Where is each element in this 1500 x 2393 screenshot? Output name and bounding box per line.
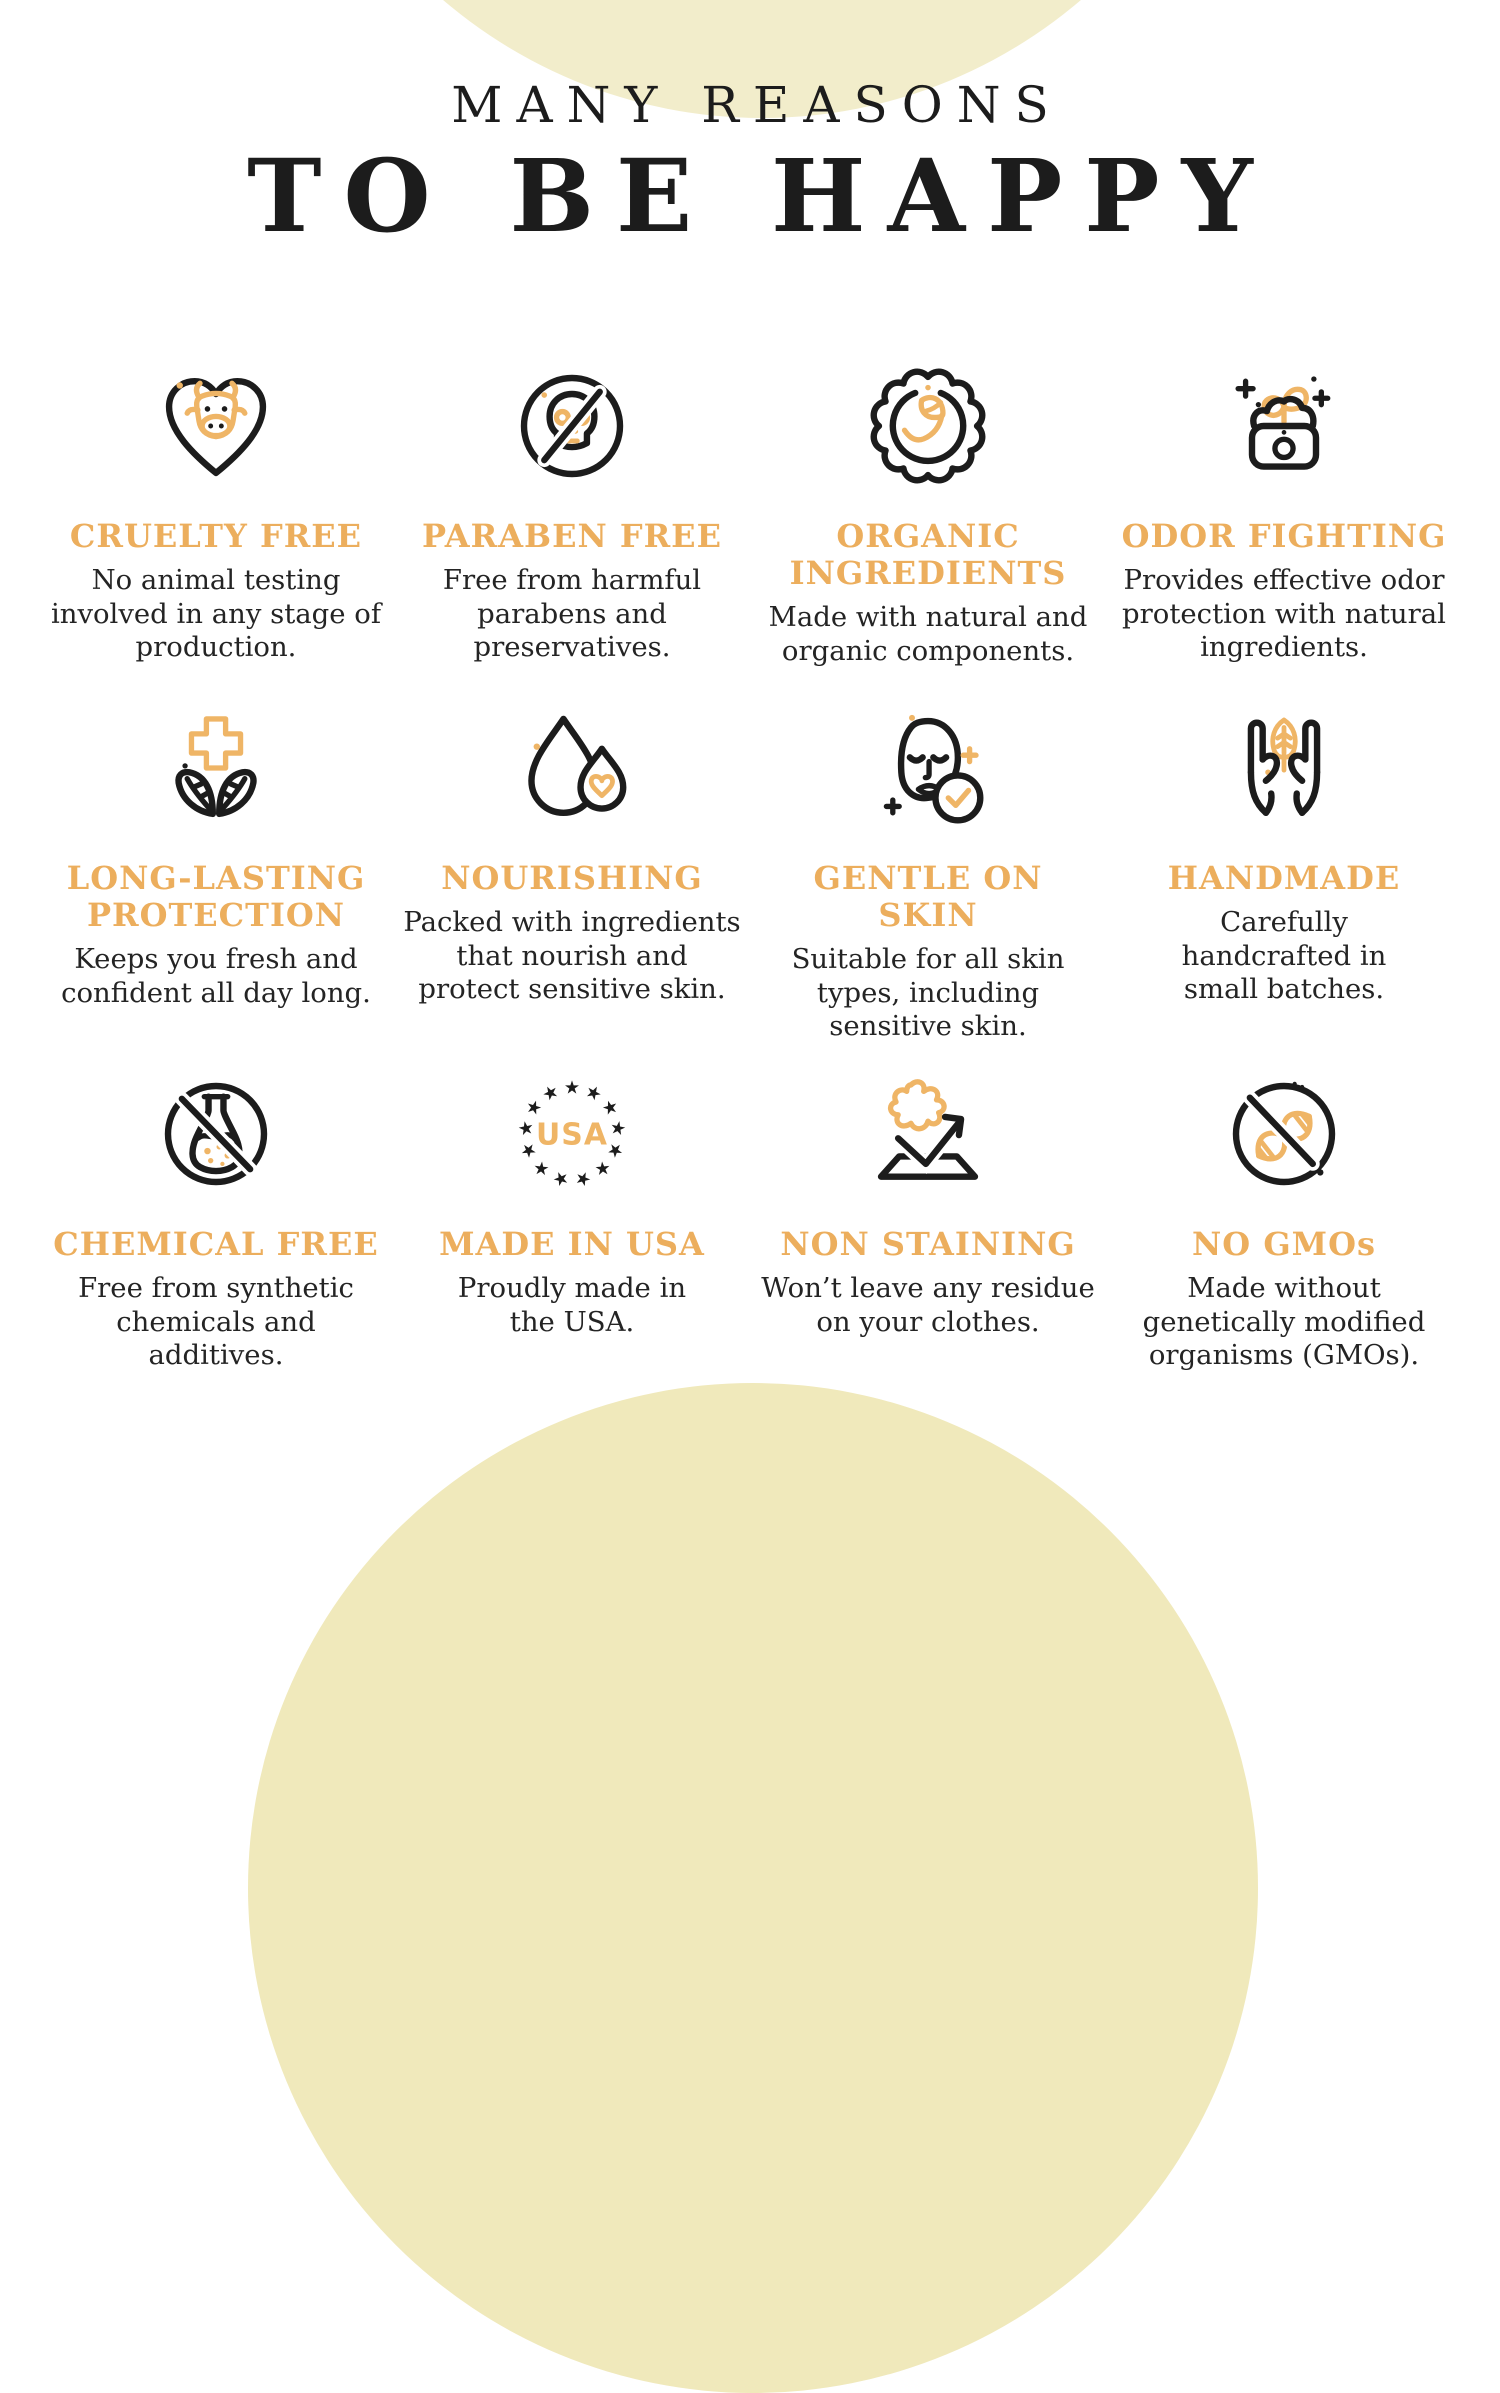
svg-text:★: ★ (572, 1166, 594, 1191)
water-drops-icon (508, 704, 636, 832)
feature-description: Packed with ingredients that nourish and protect sensitive skin. (403, 906, 741, 1006)
header (0, 76, 1500, 255)
no-gmo-dna-icon (1220, 1070, 1348, 1198)
no-chemical-flask-icon (152, 1070, 280, 1198)
feature-title: PARABEN FREE (422, 517, 722, 555)
feature-title: NOURISHING (441, 859, 703, 897)
feature-chemical-free (38, 1068, 394, 1373)
feature-description: Provides effective odor protection with natural ingredients. (1122, 564, 1446, 664)
feature-description: Carefully handcrafted in small batches. (1181, 906, 1387, 1006)
feature-title: ORGANIC INGREDIENTS (789, 517, 1067, 593)
no-paraben-skull-icon (508, 362, 636, 490)
svg-text:★: ★ (589, 1155, 616, 1182)
feature-organic-ingredients (750, 360, 1106, 702)
cream-jar-sprout-icon (1220, 362, 1348, 490)
feature-nourishing (394, 702, 750, 1068)
feature-description: Free from harmful parabens and preservatives. (442, 564, 702, 664)
feature-description: Won’t leave any residue on your clothes. (761, 1272, 1095, 1338)
decorative-circle-bottom (248, 1383, 1258, 2393)
face-checkmark-icon (864, 704, 992, 832)
svg-text:★: ★ (538, 1080, 563, 1107)
feature-odor-fighting (1106, 360, 1462, 702)
svg-text:★: ★ (581, 1080, 606, 1107)
feature-title: MADE IN USA (439, 1225, 705, 1263)
feature-title: GENTLE ON SKIN (813, 859, 1043, 935)
page-title: TO BE HAPPY (247, 137, 1275, 255)
organic-seal-icon (864, 362, 992, 490)
svg-text:★: ★ (516, 1138, 542, 1162)
hands-holding-leaf-icon (1220, 704, 1348, 832)
feature-gentle-on-skin (750, 702, 1106, 1068)
stain-repel-arrow-icon (864, 1070, 992, 1198)
feature-made-in-usa (394, 1068, 750, 1373)
svg-text:★: ★ (528, 1155, 555, 1182)
feature-description: Free from synthetic chemicals and additives. (78, 1272, 354, 1372)
feature-title: CRUELTY FREE (69, 517, 363, 555)
feature-title: LONG-LASTING PROTECTION (66, 859, 366, 935)
feature-paraben-free (394, 360, 750, 702)
svg-text:★: ★ (602, 1138, 628, 1162)
feature-description: Proudly made in the USA. (457, 1272, 687, 1338)
feature-description: Keeps you fresh and confident all day long. (61, 943, 371, 1009)
svg-text:★: ★ (606, 1119, 630, 1138)
feature-description: No animal testing involved in any stage of production. (50, 564, 382, 664)
medical-cross-leaves-icon (152, 704, 280, 832)
feature-description: Suitable for all skin types, including sensitive skin. (791, 943, 1065, 1043)
feature-title: HANDMADE (1167, 859, 1401, 897)
svg-text:★: ★ (563, 1077, 581, 1099)
feature-non-staining (750, 1068, 1106, 1373)
svg-text:★: ★ (514, 1119, 538, 1138)
feature-title: NON STAINING (780, 1225, 1076, 1263)
features-grid (38, 360, 1462, 1373)
usa-stars-circle-icon (508, 1070, 636, 1198)
feature-long-lasting-protection (38, 702, 394, 1068)
feature-title: CHEMICAL FREE (53, 1225, 379, 1263)
header-subtitle: MANY REASONS (451, 76, 1063, 134)
svg-text:★: ★ (520, 1095, 548, 1121)
feature-title: NO GMOs (1192, 1225, 1376, 1263)
feature-handmade (1106, 702, 1462, 1068)
feature-title: ODOR FIGHTING (1121, 517, 1447, 555)
heart-cow-icon (152, 362, 280, 490)
svg-text:★: ★ (596, 1095, 624, 1121)
usa-label: USA (535, 1117, 609, 1153)
feature-no-gmos (1106, 1068, 1462, 1373)
feature-description: Made without genetically modified organisms (GMOs). (1142, 1272, 1426, 1372)
feature-cruelty-free (38, 360, 394, 702)
feature-description: Made with natural and organic components. (768, 601, 1088, 667)
svg-text:★: ★ (550, 1166, 572, 1191)
